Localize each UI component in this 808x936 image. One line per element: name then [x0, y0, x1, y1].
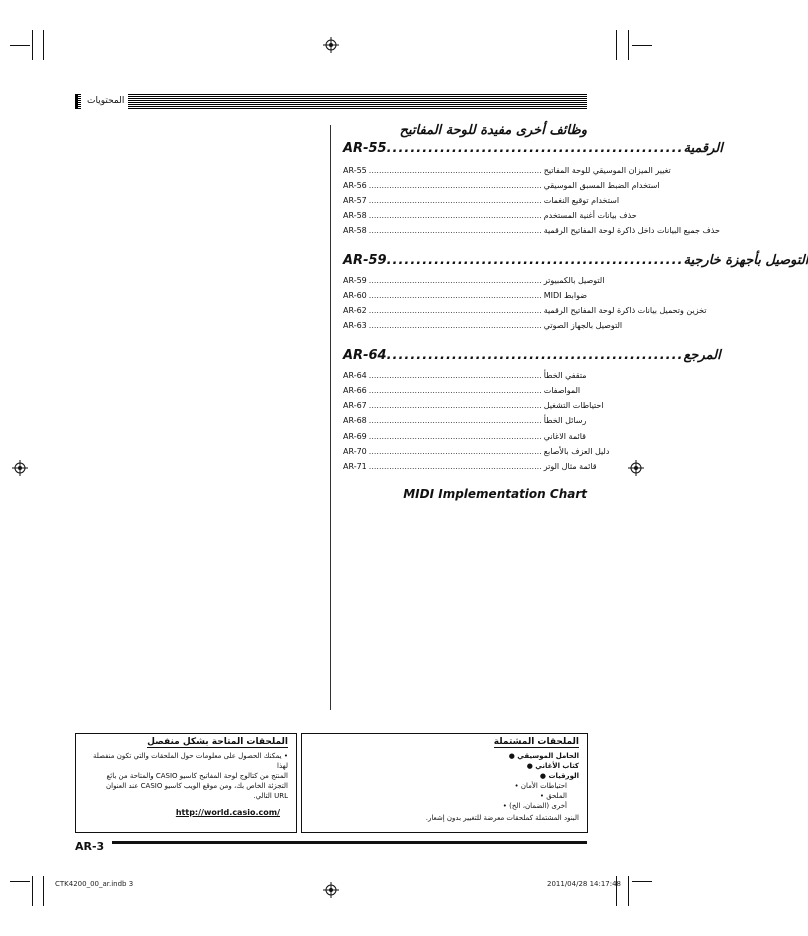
dot-leader: ....................................................................: [368, 432, 542, 441]
included-item: الحامل الموسيقي ●: [508, 752, 579, 760]
date-slug: 2011/04/28 14:17:48: [547, 880, 622, 888]
entry-page: AR-71: [343, 462, 367, 471]
column-divider: [330, 125, 331, 710]
dot-leader: ....................................................................: [368, 386, 542, 395]
crop-mark: [32, 30, 33, 60]
entry-page: AR-68: [343, 416, 367, 425]
toc-entry[interactable]: [343, 290, 587, 302]
toc-entry[interactable]: [343, 305, 707, 317]
dot-leader: ....................................................................: [368, 371, 542, 380]
dot-leader: ....................................................................: [368, 181, 542, 190]
toc-entry[interactable]: [343, 180, 660, 192]
included-subitem: احتياطات الأمان •: [514, 782, 567, 790]
file-slug: CTK4200_00_ar.indb 3: [55, 880, 134, 888]
section-title: وظائف أخرى مفيدة للوحة المفاتيح: [399, 123, 587, 138]
included-note: البنود المشتملة كملحقات معرضة للتغيير بدون إشعار.: [425, 814, 579, 822]
entry-text: التوصيل بالجهاز الصوتي: [543, 321, 623, 330]
entry-text: تغيير الميزان الموسيقي للوحة المفاتيح: [543, 166, 671, 175]
entry-page: AR-57: [343, 196, 367, 205]
section-heading-line: [343, 141, 723, 156]
dot-leader: ..................................................: [386, 141, 684, 156]
header-cap: [75, 94, 78, 109]
available-line: المنتج من كتالوج لوحة المفاتيح كاسيو CASIO والمتاحة من بائع: [106, 772, 288, 780]
dot-leader: ....................................................................: [368, 306, 542, 315]
available-box-body: [82, 751, 288, 801]
dot-leader: ....................................................................: [368, 291, 542, 300]
dot-leader: ....................................................................: [368, 166, 542, 175]
entry-page: AR-58: [343, 211, 367, 220]
toc-entry[interactable]: [343, 461, 597, 473]
entry-page: AR-66: [343, 386, 367, 395]
entry-page: AR-67: [343, 401, 367, 410]
entry-page: AR-63: [343, 321, 367, 330]
toc-entry[interactable]: [343, 385, 581, 397]
registration-target-icon: [628, 460, 644, 476]
entry-text: رسائل الخطأ: [543, 416, 587, 425]
footer-rule: [112, 841, 587, 844]
entry-page: AR-62: [343, 306, 367, 315]
available-accessories-box: [75, 733, 297, 833]
toc-entry[interactable]: [343, 370, 587, 382]
entry-text: استخدام الضبط المسبق الموسيقي: [543, 181, 660, 190]
casio-url-link[interactable]: http://world.casio.com/: [175, 808, 280, 817]
toc-entry[interactable]: [343, 400, 604, 412]
dot-leader: ....................................................................: [368, 447, 542, 456]
toc-entry[interactable]: [343, 275, 605, 287]
available-line: • يمكنك الحصول على معلومات حول الملحقات والتي تكون منفصلة لهذا: [92, 752, 288, 770]
included-list: [319, 751, 579, 781]
crop-mark: [10, 45, 30, 46]
entry-text: ضوابط MIDI: [543, 291, 587, 300]
toc-entry[interactable]: [343, 210, 637, 222]
section-title: المرجع: [683, 348, 721, 363]
section-heading-line: [343, 253, 808, 268]
crop-mark: [632, 881, 652, 882]
entry-page: AR-55: [343, 166, 367, 175]
entry-text: دليل العزف بالأصابع: [543, 447, 610, 456]
crop-mark: [632, 45, 652, 46]
section-page: AR-55: [343, 141, 387, 156]
included-item: كتاب الأغاني ●: [526, 762, 579, 770]
available-line: URL التالي.: [253, 792, 288, 800]
dot-leader: ....................................................................: [368, 462, 542, 471]
section-title: التوصيل بأجهزة خارجية: [683, 253, 808, 268]
entry-page: AR-58: [343, 226, 367, 235]
crop-mark: [32, 876, 33, 906]
crop-mark: [628, 30, 629, 60]
entry-page: AR-59: [343, 276, 367, 285]
available-box-title: الملحقات المتاحة بشكل منفصل: [147, 737, 288, 747]
included-subitem: الملحق •: [539, 792, 567, 800]
crop-mark: [628, 876, 629, 906]
entry-text: استخدام توقيع النغمات: [543, 196, 620, 205]
dot-leader: ..................................................: [386, 253, 684, 268]
header-bar: [75, 94, 587, 109]
entry-page: AR-56: [343, 181, 367, 190]
entry-page: AR-64: [343, 371, 367, 380]
toc-entry[interactable]: [343, 415, 587, 427]
entry-text: قائمة الاغاني: [543, 432, 586, 441]
entry-page: AR-69: [343, 432, 367, 441]
available-line: التجزئة الخاص بك، ومن موقع الويب كاسيو CASIO عند العنوان: [105, 782, 288, 790]
toc-entry[interactable]: [343, 165, 671, 177]
included-item: الورقيات ●: [539, 772, 579, 780]
entry-text: تخزين وتحميل بيانات ذاكرة لوحة المفاتيح الرقمية: [543, 306, 707, 315]
dot-leader: ....................................................................: [368, 196, 542, 205]
midi-implementation-chart-link[interactable]: MIDI Implementation Chart: [403, 487, 587, 501]
crop-mark: [616, 30, 617, 60]
dot-leader: ....................................................................: [368, 321, 542, 330]
included-sublist: [327, 781, 567, 811]
crop-mark: [43, 30, 44, 60]
dot-leader: ..................................................: [386, 348, 684, 363]
entry-text: قائمة مثال الوتر: [543, 462, 597, 471]
entry-text: المواصفات: [543, 386, 581, 395]
dot-leader: ....................................................................: [368, 211, 542, 220]
entry-page: AR-60: [343, 291, 367, 300]
toc-entry[interactable]: [343, 195, 620, 207]
page-number: AR-3: [75, 840, 105, 853]
section-page: AR-64: [343, 348, 387, 363]
included-accessories-box: [301, 733, 588, 833]
section-title-cont: الرقمية: [683, 141, 723, 156]
registration-target-icon: [12, 460, 28, 476]
toc-entry[interactable]: [343, 446, 610, 458]
crop-mark: [10, 881, 30, 882]
crop-mark: [43, 876, 44, 906]
toc-entry[interactable]: [343, 320, 623, 332]
toc-entry[interactable]: [343, 431, 586, 443]
section-page: AR-59: [343, 253, 387, 268]
entry-page: AR-70: [343, 447, 367, 456]
dot-leader: ....................................................................: [368, 401, 542, 410]
section-heading-line: [343, 348, 721, 363]
entry-text: احتياطات التشغيل: [543, 401, 604, 410]
registration-target-icon: [323, 37, 339, 53]
entry-text: متقفي الخطأ: [543, 371, 587, 380]
dot-leader: ....................................................................: [368, 416, 542, 425]
included-subitem: أخرى (الضمان، الخ) •: [502, 802, 567, 810]
included-box-title: الملحقات المشتملة: [493, 737, 579, 747]
entry-text: حذف جميع البيانات داخل ذاكرة لوحة المفاتيح الرقمية: [543, 226, 720, 235]
entry-text: التوصيل بالكمبيوتر: [543, 276, 605, 285]
header-title: المحتويات: [81, 94, 128, 109]
registration-target-icon: [323, 882, 339, 898]
dot-leader: ....................................................................: [368, 226, 542, 235]
dot-leader: ....................................................................: [368, 276, 542, 285]
toc-entry[interactable]: [343, 225, 720, 237]
entry-text: حذف بيانات أغنية المستخدم: [543, 211, 637, 220]
